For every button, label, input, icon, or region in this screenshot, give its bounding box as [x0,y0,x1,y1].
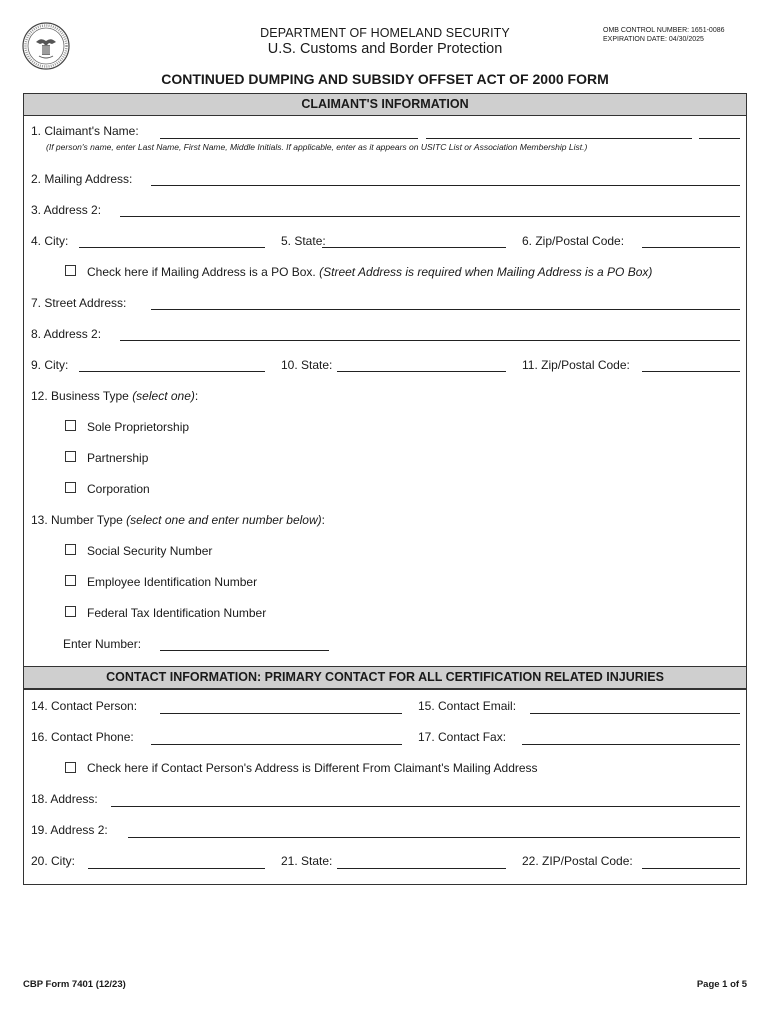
different-address-label: Check here if Contact Person's Address is Different From Claimant's Mailing Address [87,761,538,775]
expiration-date: EXPIRATION DATE: 04/30/2025 [603,36,704,43]
zip2-label: 11. Zip/Postal Code: [522,358,630,372]
form-title: CONTINUED DUMPING AND SUBSIDY OFFSET ACT OF 2000 FORM [161,71,609,87]
state2-input[interactable] [337,371,506,372]
sole-proprietorship-checkbox[interactable] [65,420,76,431]
contact-email-label: 15. Contact Email: [418,699,517,713]
zip2-input[interactable] [642,371,740,372]
agency-name: U.S. Customs and Border Protection [267,41,503,57]
po-box-checkbox[interactable] [65,265,76,276]
contact-phone-label: 16. Contact Phone: [31,730,134,744]
po-box-label: Check here if Mailing Address is a PO Box. (Street Address is required when Mailing Address is a PO Box) [87,265,653,279]
mailing-address-label: 2. Mailing Address: [31,172,133,186]
claimant-name-note: (If person's name, enter Last Name, First Name, Middle Initials. If applicable, enter as it appears on USITC List or Association Membership List.) [46,142,588,152]
partnership-label: Partnership [87,451,149,465]
mailing-address-input[interactable] [151,185,740,186]
address2b-input[interactable] [120,340,740,341]
city2-label: 9. City: [31,358,69,372]
state2-label: 10. State: [281,358,333,372]
contact-address-label: 18. Address: [31,792,98,806]
form-id: CBP Form 7401 (12/23) [23,979,126,990]
contact-section-heading: CONTACT INFORMATION: PRIMARY CONTACT FOR ALL CERTIFICATION RELATED INJURIES [23,666,747,689]
contact-fax-label: 17. Contact Fax: [418,730,507,744]
enter-number-input[interactable] [160,650,329,651]
ftin-label: Federal Tax Identification Number [87,606,267,620]
dhs-seal-icon [22,22,70,70]
contact-city-input[interactable] [88,868,265,869]
ssn-checkbox[interactable] [65,544,76,555]
corporation-label: Corporation [87,482,150,496]
contact-person-label: 14. Contact Person: [31,699,138,713]
last-name-input[interactable] [160,138,418,139]
contact-phone-input[interactable] [151,744,402,745]
state-label: 5. State: [281,234,326,248]
contact-address2-input[interactable] [128,837,740,838]
ein-label: Employee Identification Number [87,575,258,589]
city2-input[interactable] [79,371,265,372]
sole-proprietorship-label: Sole Proprietorship [87,420,190,434]
ssn-label: Social Security Number [87,544,213,558]
contact-address2-label: 19. Address 2: [31,823,108,837]
middle-initial-input[interactable] [699,138,740,139]
claimant-section-heading: CLAIMANT'S INFORMATION [23,93,747,116]
corporation-checkbox[interactable] [65,482,76,493]
first-name-input[interactable] [426,138,692,139]
enter-number-label: Enter Number: [63,637,142,651]
contact-state-input[interactable] [337,868,506,869]
contact-fax-input[interactable] [522,744,740,745]
contact-state-label: 21. State: [281,854,333,868]
business-type-label: 12. Business Type (select one): [31,389,199,403]
zip-input[interactable] [642,247,740,248]
different-address-checkbox[interactable] [65,762,76,773]
ftin-checkbox[interactable] [65,606,76,617]
number-type-label: 13. Number Type (select one and enter number below): [31,513,325,527]
omb-control-number: OMB CONTROL NUMBER: 1651-0086 [603,27,725,34]
department-name: DEPARTMENT OF HOMELAND SECURITY [260,26,510,40]
claimant-name-label: 1. Claimant's Name: [31,124,139,138]
ein-checkbox[interactable] [65,575,76,586]
street-address-input[interactable] [151,309,740,310]
contact-zip-label: 22. ZIP/Postal Code: [522,854,633,868]
city-label: 4. City: [31,234,69,248]
contact-city-label: 20. City: [31,854,76,868]
state-input[interactable] [322,247,506,248]
address2-label: 3. Address 2: [31,203,102,217]
contact-person-input[interactable] [160,713,402,714]
contact-address-input[interactable] [111,806,740,807]
page-number: Page 1 of 5 [696,979,747,990]
address2b-label: 8. Address 2: [31,327,102,341]
contact-zip-input[interactable] [642,868,740,869]
contact-email-input[interactable] [530,713,740,714]
zip-label: 6. Zip/Postal Code: [522,234,625,248]
city-input[interactable] [79,247,265,248]
address2-input[interactable] [120,216,740,217]
street-address-label: 7. Street Address: [31,296,127,310]
partnership-checkbox[interactable] [65,451,76,462]
